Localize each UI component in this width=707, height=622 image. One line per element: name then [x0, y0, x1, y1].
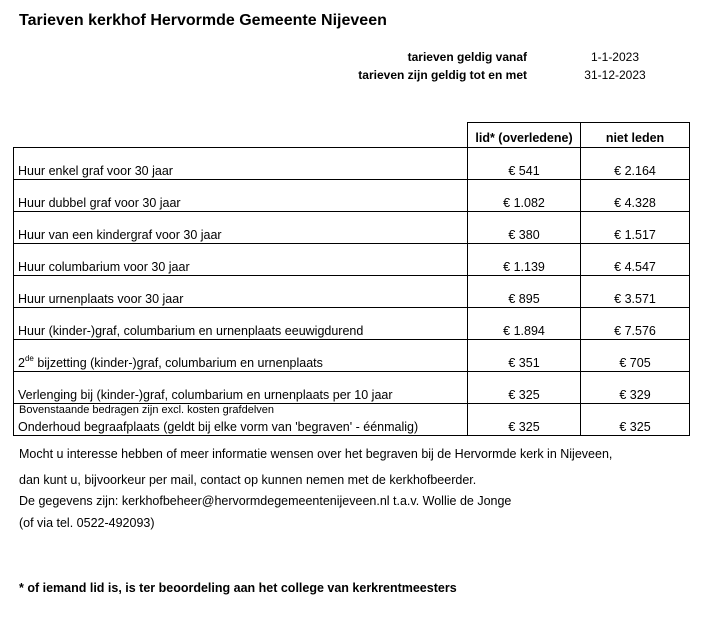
row-description: [14, 340, 468, 372]
row-nonmember-price: € 2.164: [581, 148, 690, 180]
row-description: Huur van een kindergraf voor 30 jaar: [14, 212, 468, 244]
row-nonmember-price: € 329: [581, 372, 690, 404]
info-line: dan kunt u, bijvoorkeur per mail, contact op kunnen nemen met de kerkhofbeerder.: [19, 472, 477, 487]
table-row: [14, 148, 690, 180]
row-nonmember-price: € 325: [581, 404, 690, 436]
row-member-price: € 1.139: [468, 244, 581, 276]
table-row: [14, 212, 690, 244]
table-row: [14, 276, 690, 308]
row-member-price: € 325: [468, 404, 581, 436]
row-nonmember-price: € 705: [581, 340, 690, 372]
table-row: [14, 372, 690, 404]
row-nonmember-price: € 1.517: [581, 212, 690, 244]
row-description: Huur (kinder-)graf, columbarium en urnenplaats eeuwigdurend: [14, 308, 468, 340]
row-member-price: € 380: [468, 212, 581, 244]
row-member-price: € 1.894: [468, 308, 581, 340]
validity-until-row: [300, 68, 680, 86]
table-row: [14, 340, 690, 372]
row-member-price: € 1.082: [468, 180, 581, 212]
table-row: [14, 180, 690, 212]
row-member-price: € 541: [468, 148, 581, 180]
membership-footnote: * of iemand lid is, is ter beoordeling aan het college van kerkrentmeesters: [19, 581, 457, 595]
row-description: Huur enkel graf voor 30 jaar: [14, 148, 468, 180]
table-row: [14, 244, 690, 276]
row-member-price: € 895: [468, 276, 581, 308]
page-title: Tarieven kerkhof Hervormde Gemeente Nijeveen: [19, 12, 387, 29]
row-description: Huur urnenplaats voor 30 jaar: [14, 276, 468, 308]
column-header-member: lid* (overledene): [468, 123, 581, 148]
exclusion-note: Bovenstaande bedragen zijn excl. kosten grafdelven: [19, 404, 275, 416]
info-line: De gegevens zijn: kerkhofbeheer@hervormdegemeentenijeveen.nl t.a.v. Wollie de Jonge: [19, 494, 512, 508]
table-row: [14, 308, 690, 340]
row-description-superscript: de: [24, 354, 34, 363]
validity-from-value: 1-1-2023: [590, 50, 640, 64]
validity-block: [300, 50, 680, 86]
validity-until-value: 31-12-2023: [584, 68, 646, 82]
row-nonmember-price: € 4.328: [581, 180, 690, 212]
row-description: Huur columbarium voor 30 jaar: [14, 244, 468, 276]
validity-from-row: [300, 50, 680, 68]
row-nonmember-price: € 7.576: [581, 308, 690, 340]
info-line: (of via tel. 0522-492093): [19, 515, 155, 530]
table-header-blank: [14, 123, 468, 148]
contact-info: [19, 448, 612, 529]
rates-table: [13, 122, 690, 436]
column-header-nonmember: niet leden: [581, 123, 690, 148]
info-line: Mocht u interesse hebben of meer informatie wensen over het begraven bij de Hervormde kerk in Nijeveen,: [19, 447, 613, 461]
row-description: Onderhoud begraafplaats (geldt bij elke vorm van 'begraven' - éénmalig): [14, 404, 468, 436]
row-nonmember-price: € 4.547: [581, 244, 690, 276]
row-description: Verlenging bij (kinder-)graf, columbarium en urnenplaats per 10 jaar: [14, 372, 468, 404]
row-member-price: € 325: [468, 372, 581, 404]
validity-from-label: tarieven geldig vanaf: [407, 50, 527, 64]
validity-until-label: tarieven zijn geldig tot en met: [358, 68, 527, 82]
row-description-prefix: 2: [18, 356, 25, 370]
row-description-text: bijzetting (kinder-)graf, columbarium en urnenplaats: [33, 356, 323, 370]
row-nonmember-price: € 3.571: [581, 276, 690, 308]
table-header-row: [14, 123, 690, 148]
row-description: Huur dubbel graf voor 30 jaar: [14, 180, 468, 212]
row-member-price: € 351: [468, 340, 581, 372]
